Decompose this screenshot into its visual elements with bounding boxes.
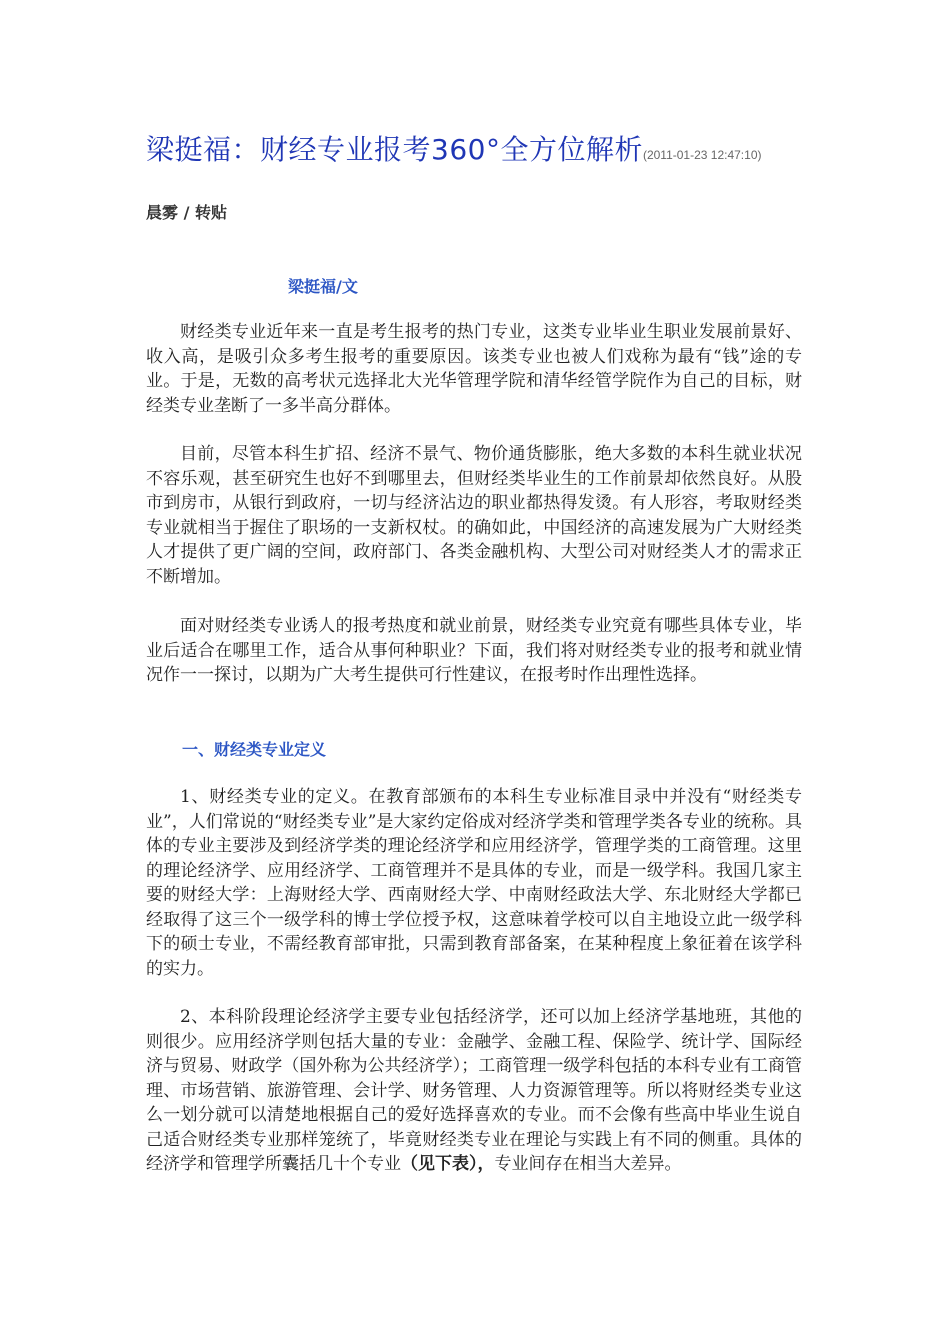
article-date: (2011-01-23 12:47:10) [642,148,762,162]
paragraph-majors-tail: 专业间存在相当大差异。 [494,1154,682,1174]
paragraph-majors [146,1005,802,1177]
section-heading-definition: 一、财经类专业定义 [182,740,327,759]
paragraph-majors-text: 2、本科阶段理论经济学主要专业包括经济学，还可以加上经济学基地班，其他的则很少。应用经济学则包括大量的专业：金融学、金融工程、保险学、统计学、国际经济与贸易、财政学（国外称为公共经济学）；工商管理一级学科包括的本科专业有工商管理、市场营销、旅游管理、会计学、财务管理、人力资源管理等。所以将财经类专业这么一划分就可以清楚地根据自己的爱好选择喜欢的专业。而不会像有些高中毕业生说自己适合财经类专业那样笼统了，毕竟财经类专业在理论与实践上有不同的侧重。具体的经济学和管理学所囊括几十个专业 [146,1007,802,1174]
paragraph-intro: 财经类专业近年来一直是考生报考的热门专业，这类专业毕业生职业发展前景好、收入高，是吸引众多考生报考的重要原因。该类专业也被人们戏称为最有“钱”途的专业。于是，无数的高考状元选择北大光华管理学院和清华经管学院作为自己的目标，财经类专业垄断了一多半高分群体。 [146,322,802,416]
see-table-note: （见下表）， [401,1154,495,1174]
article-title-line [146,128,926,168]
paragraph-definition: 1、财经类专业的定义。在教育部颁布的本科生专业标准目录中并没有“财经类专业”，人们常说的“财经类专业”是大家约定俗成对经济学类和管理学类各专业的统称。具体的专业主要涉及到经济学类的理论经济学和应用经济学，管理学类的工商管理。这里的理论经济学、应用经济学、工商管理并不是具体的专业，而是一级学科。我国几家主要的财经大学：上海财经大学、西南财经大学、中南财经政法大学、东北财经大学都已经取得了这三个一级学科的博士学位授予权，这意味着学校可以自主地设立此一级学科下的硕士专业，不需经教育部审批，只需到教育部备案，在某种程度上象征着在该学科的实力。 [146,787,802,979]
author-line: 梁挺福/文 [288,277,358,296]
paragraph-overview: 面对财经类专业诱人的报考热度和就业前景，财经类专业究竟有哪些具体专业，毕业后适合在哪里工作，适合从事何种职业？下面，我们将对财经类专业的报考和就业情况作一一探讨，以期为广大考生提供可行性建议，在报考时作出理性选择。 [146,616,802,685]
article-title: 梁挺福：财经专业报考360°全方位解析 [146,133,643,166]
paragraph-prospects: 目前，尽管本科生扩招、经济不景气、物价通货膨胀，绝大多数的本科生就业状况不容乐观，甚至研究生也好不到哪里去，但财经类毕业生的工作前景却依然良好。从股市到房市，从银行到政府，一切与经济沾边的职业都热得发烫。有人形容，考取财经类专业就相当于握住了职场的一支新权杖。的确如此，中国经济的高速发展为广大财经类人才提供了更广阔的空间，政府部门、各类金融机构、大型公司对财经类人才的需求正不断增加。 [146,444,802,587]
article-byline: 晨雾 / 转贴 [146,203,227,222]
